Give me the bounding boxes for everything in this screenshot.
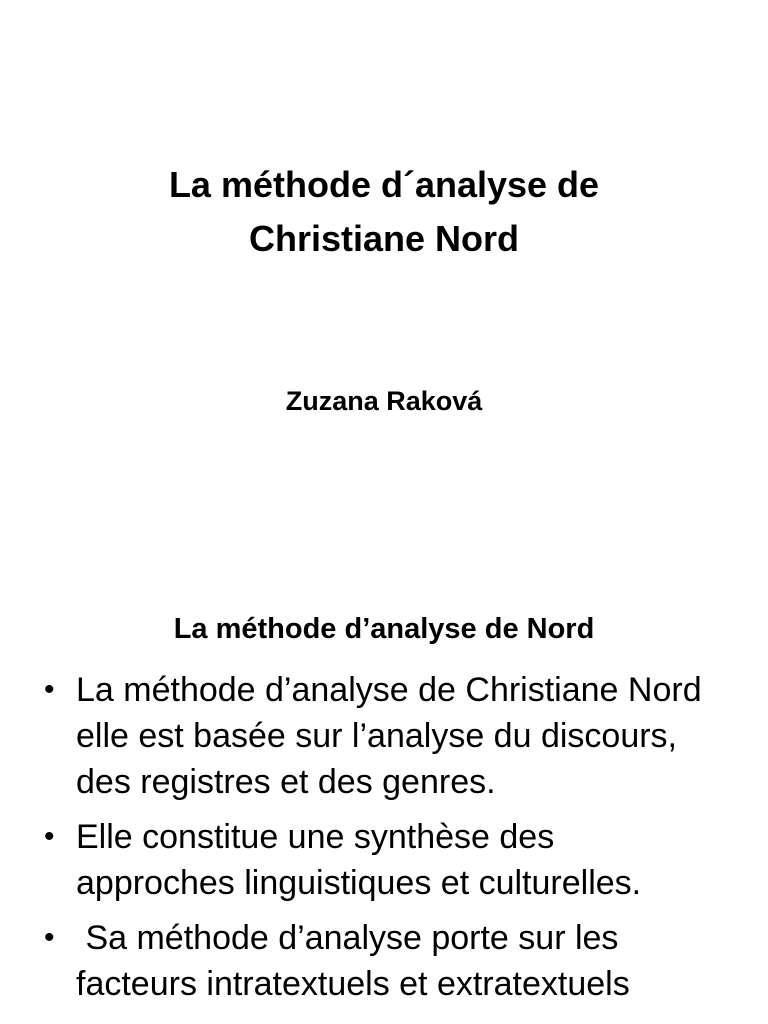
presentation-title-line-1: La méthode d´analyse de bbox=[168, 164, 600, 205]
bullet-item bbox=[0, 814, 720, 906]
bullet-item bbox=[0, 915, 720, 1007]
bullet-text: Elle constitue une synthèse des approches linguistiques et culturelles. bbox=[76, 818, 642, 902]
slide-title: La méthode d’analyse de Nord bbox=[173, 613, 595, 645]
bullet-list bbox=[0, 667, 720, 1016]
presentation-title-line-2: Christiane Nord bbox=[248, 218, 520, 259]
presentation-title bbox=[0, 158, 768, 266]
bullet-text: Sa méthode d’analyse porte sur les facteurs intratextuels et extratextuels bbox=[76, 919, 630, 1003]
bullet-icon: • bbox=[44, 673, 55, 706]
content-slide bbox=[0, 560, 768, 1024]
bullet-icon: • bbox=[44, 921, 55, 954]
bullet-text: La méthode d’analyse de Christiane Nord elle est basée sur l’analyse du discours, des registres et des genres. bbox=[76, 671, 702, 801]
bullet-icon: • bbox=[44, 820, 55, 853]
author-name: Zuzana Raková bbox=[285, 386, 483, 416]
bullet-item bbox=[0, 667, 720, 805]
